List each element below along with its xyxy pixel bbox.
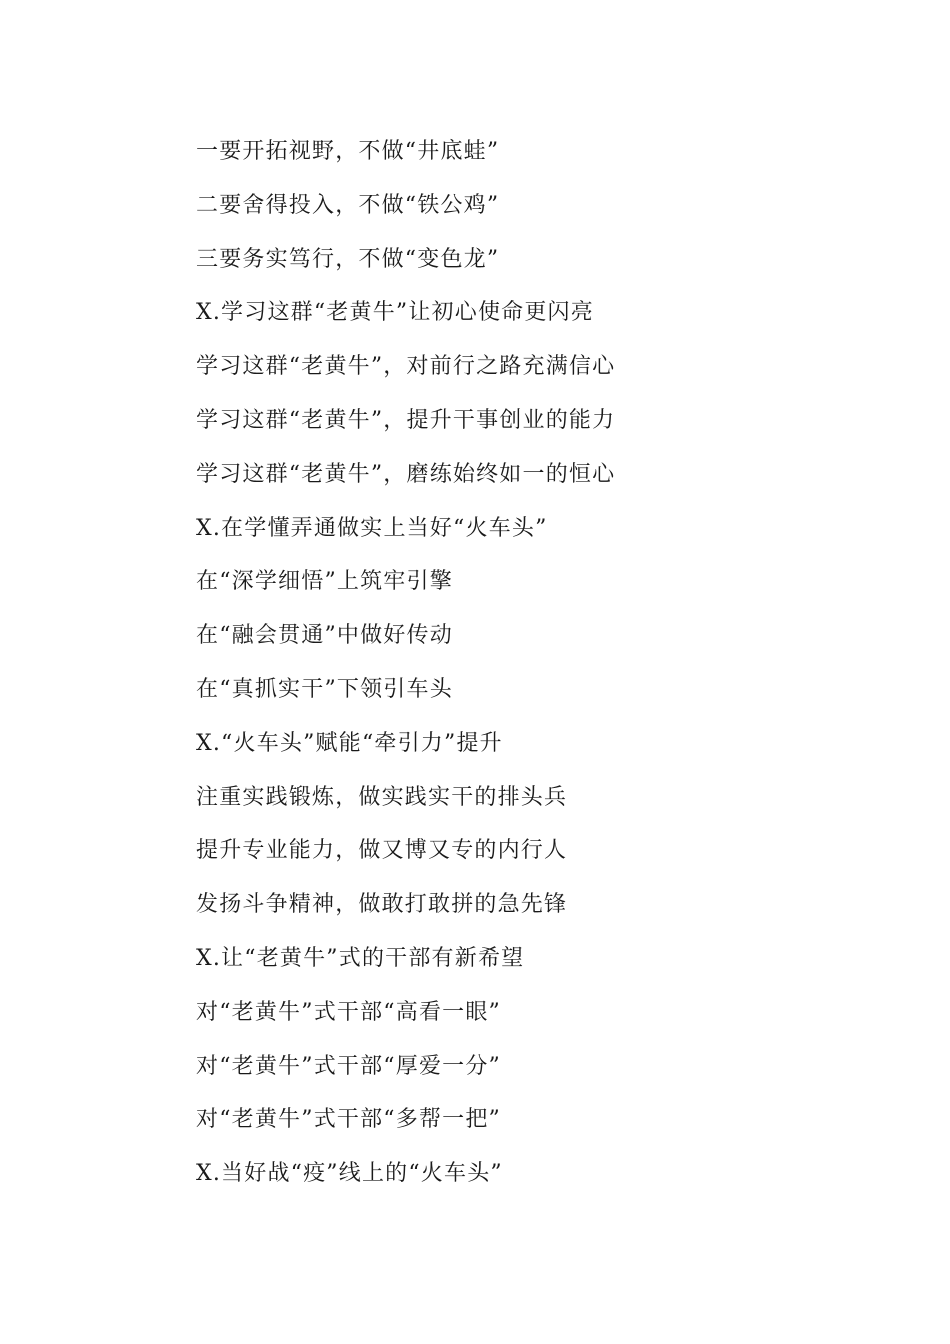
text-line: 对“老黄牛”式干部“高看一眼” xyxy=(196,999,501,1025)
text-line: 二要舍得投入，不做“铁公鸡” xyxy=(196,192,500,218)
text-line: 提升专业能力，做又博又专的内行人 xyxy=(196,838,568,864)
text-line: 学习这群“老黄牛”，磨练始终如一的恒心 xyxy=(196,461,616,487)
text-line: 发扬斗争精神，做敢打敢拼的急先锋 xyxy=(196,892,568,918)
text-line: 对“老黄牛”式干部“多帮一把” xyxy=(196,1107,501,1133)
text-line: 学习这群“老黄牛”，提升干事创业的能力 xyxy=(196,407,616,433)
section-heading: X.在学懂弄通做实上当好“火车头” xyxy=(196,515,548,541)
text-line: 在“真抓实干”下领引车头 xyxy=(196,676,453,702)
section-heading: X.让“老黄牛”式的干部有新希望 xyxy=(196,945,525,971)
text-line: 在“深学细悟”上筑牢引擎 xyxy=(196,569,453,595)
text-line: 注重实践锻炼，做实践实干的排头兵 xyxy=(196,784,568,810)
text-line: 学习这群“老黄牛”，对前行之路充满信心 xyxy=(196,354,616,380)
section-heading: X.当好战“疫”线上的“火车头” xyxy=(196,1161,503,1187)
text-line: 三要务实笃行，不做“变色龙” xyxy=(196,246,500,272)
document-body xyxy=(196,132,896,1208)
text-line: 一要开拓视野，不做“井底蛙” xyxy=(196,139,500,164)
section-heading: X.“火车头”赋能“牵引力”提升 xyxy=(196,730,503,756)
section-heading: X.学习这群“老黄牛”让初心使命更闪亮 xyxy=(196,300,594,326)
text-line: 在“融会贯通”中做好传动 xyxy=(196,623,453,649)
text-line: 对“老黄牛”式干部“厚爱一分” xyxy=(196,1053,501,1079)
